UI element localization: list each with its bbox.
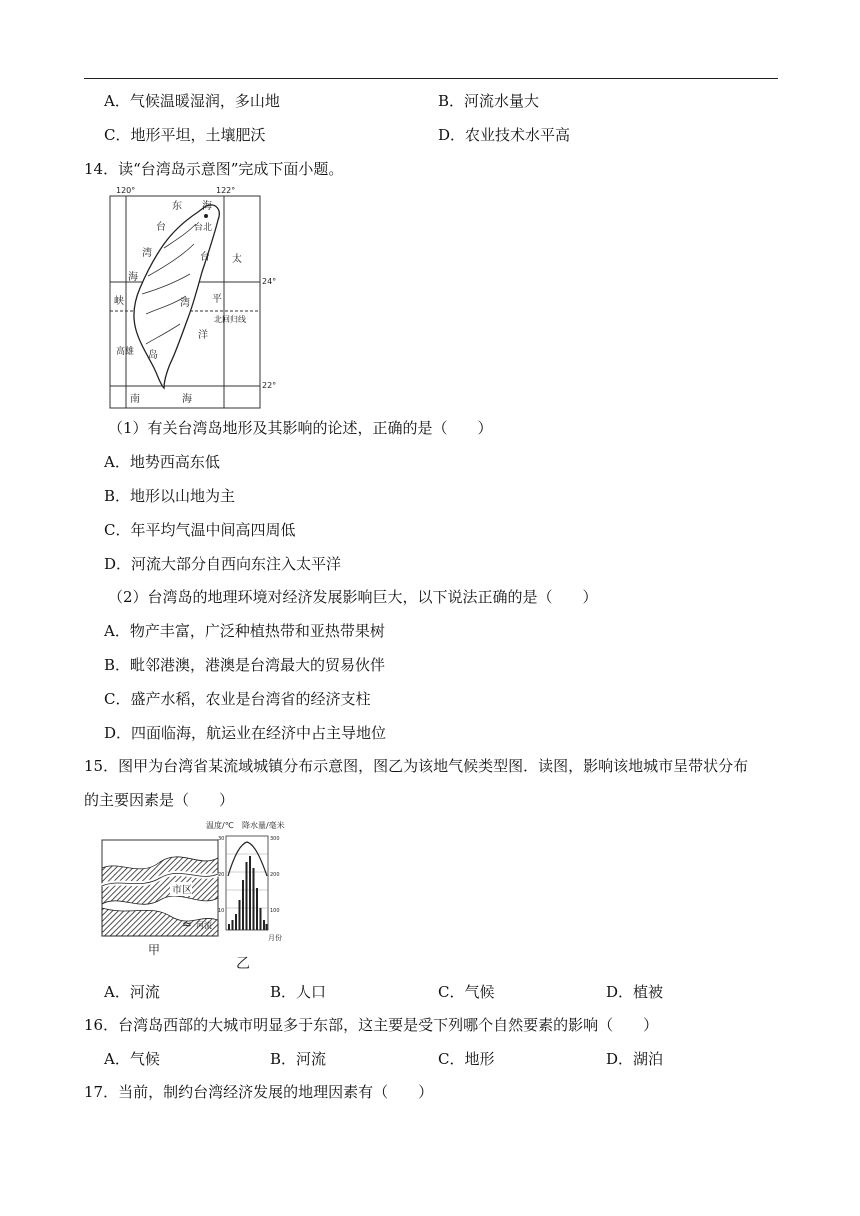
q14-sub1-option-b: B．地形以山地为主 <box>104 487 236 505</box>
q16-option-d: D．湖泊 <box>606 1050 664 1068</box>
map-label-wan1: 湾 <box>142 248 152 259</box>
map-label-hai3: 海 <box>182 394 192 405</box>
map-lat-24: 24° <box>262 277 277 286</box>
svg-text:20: 20 <box>218 872 225 878</box>
map-label-tai1: 台 <box>156 222 166 233</box>
taiwan-map <box>106 184 284 410</box>
map-label-dong: 东 <box>172 201 182 212</box>
q15-option-a: A．河流 <box>104 983 160 1001</box>
yi-temp-label: 温度/℃ <box>206 821 234 830</box>
map-label-tai2: 台 <box>200 252 210 263</box>
q17-stem: 17．当前，制约台湾经济发展的地理因素有（ ） <box>84 1083 434 1101</box>
map-label-yang: 洋 <box>198 330 208 341</box>
map-label-dao: 岛 <box>148 350 158 361</box>
svg-text:30: 30 <box>218 836 225 842</box>
svg-text:10: 10 <box>218 908 225 914</box>
q16-stem: 16．台湾岛西部的大城市明显多于东部，这主要是受下列哪个自然要素的影响（ ） <box>84 1016 659 1034</box>
map-label-wan2: 湾 <box>180 298 190 309</box>
map-label-gaoxiong: 高雄 <box>116 347 135 357</box>
figure-yi-climate-chart <box>206 816 294 976</box>
jia-river-label: 河流 <box>196 921 212 930</box>
yi-month-label: 月份 <box>268 934 282 942</box>
jia-city-label: 市区 <box>172 885 192 896</box>
map-label-taibei: 台北 <box>194 223 213 233</box>
q14-sub2-option-c: C．盛产水稻，农业是台湾省的经济支柱 <box>104 690 371 708</box>
yi-caption: 乙 <box>236 956 250 972</box>
q14-sub2-option-b: B．毗邻港澳，港澳是台湾最大的贸易伙伴 <box>104 656 386 674</box>
map-label-hai2: 海 <box>128 272 138 283</box>
q14-sub1-stem: （1）有关台湾岛地形及其影响的论述，正确的是（ ） <box>108 419 493 437</box>
q14-sub1-option-a: A．地势西高东低 <box>104 453 220 471</box>
q16-option-a: A．气候 <box>104 1050 160 1068</box>
q13-option-c: C．地形平坦，土壤肥沃 <box>104 126 266 144</box>
q16-option-b: B．河流 <box>270 1050 327 1068</box>
q13-option-a: A．气候温暖湿润，多山地 <box>104 92 280 110</box>
jia-caption: 甲 <box>148 943 161 957</box>
q14-sub1-option-d: D．河流大部分自西向东注入太平洋 <box>104 555 342 573</box>
yi-rain-label: 降水量/毫米 <box>242 821 285 830</box>
q14-stem: 14．读“台湾岛示意图”完成下面小题。 <box>84 160 344 178</box>
q13-option-d: D．农业技术水平高 <box>438 126 571 144</box>
q14-sub2-stem: （2）台湾岛的地理环境对经济发展影响巨大，以下说法正确的是（ ） <box>108 588 598 606</box>
q15-option-c: C．气候 <box>438 983 495 1001</box>
map-label-tropic: 北回归线 <box>214 315 246 324</box>
q15-stem-line2: 的主要因素是（ ） <box>84 791 235 809</box>
q16-option-c: C．地形 <box>438 1050 495 1068</box>
q13-option-b: B．河流水量大 <box>438 92 540 110</box>
map-label-tai-pacific: 太 <box>232 254 242 265</box>
q15-option-b: B．人口 <box>270 983 327 1001</box>
header-rule <box>84 78 778 79</box>
svg-text:200: 200 <box>270 872 280 878</box>
q14-sub2-option-d: D．四面临海，航运业在经济中占主导地位 <box>104 724 387 742</box>
map-label-ping: 平 <box>212 294 222 305</box>
map-label-nan: 南 <box>130 394 140 405</box>
map-label-hai1: 海 <box>202 201 212 212</box>
q14-sub1-option-c: C．年平均气温中间高四周低 <box>104 521 296 539</box>
map-lon-122: 122° <box>216 186 236 195</box>
svg-text:100: 100 <box>270 908 280 914</box>
q15-option-d: D．植被 <box>606 983 664 1001</box>
wave-icon: ≈ <box>182 917 193 931</box>
q15-stem-line1: 15．图甲为台湾省某流域城镇分布示意图，图乙为该地气候类型图．读图，影响该地城市呈带状分布 <box>84 757 749 775</box>
svg-text:300: 300 <box>270 836 280 842</box>
map-lon-120: 120° <box>116 186 136 195</box>
q14-sub2-option-a: A．物产丰富，广泛种植热带和亚热带果树 <box>104 622 385 640</box>
map-label-xia: 峡 <box>114 296 124 307</box>
map-lat-22: 22° <box>262 381 277 390</box>
